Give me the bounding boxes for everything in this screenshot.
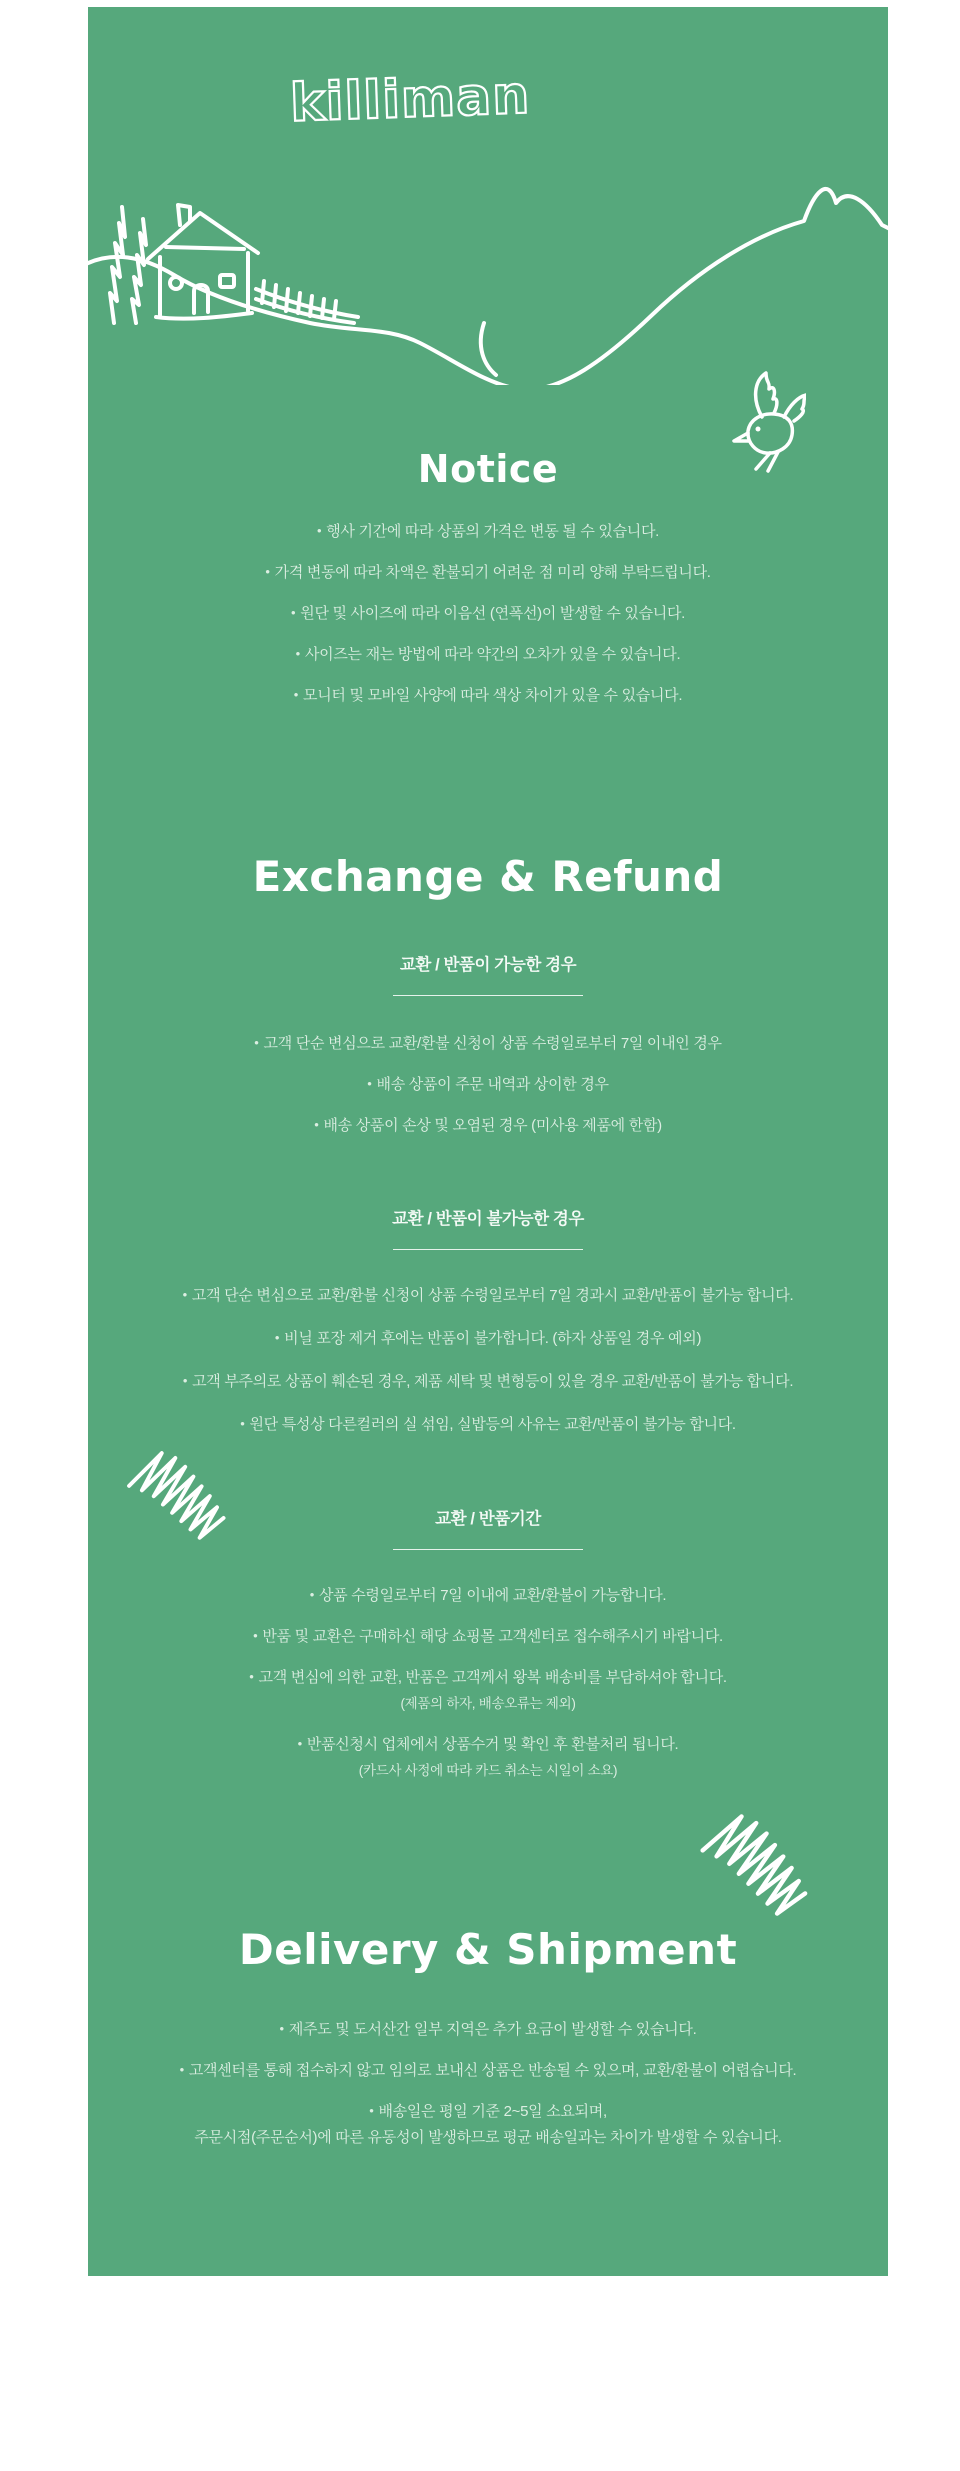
- list-item: • 원단 특성상 다른컬러의 실 섞임, 실밥등의 사유는 교환/반품이 불가능 합니다.: [240, 1416, 736, 1433]
- bullet-marker: •: [295, 646, 300, 661]
- list-item: • 반품신청시 업체에서 상품수거 및 확인 후 환불처리 됩니다.: [297, 1736, 679, 1753]
- bullet-marker: •: [279, 2021, 284, 2036]
- list-item-note: (제품의 하자, 배송오류는 제외): [400, 1696, 576, 1711]
- exchange-possible-list: [88, 1033, 888, 1156]
- exchange-impossible-list: [88, 1285, 888, 1457]
- subsection-heading-impossible: 교환 / 반품이 불가능한 경우: [392, 1210, 584, 1228]
- bullet-marker: •: [265, 564, 270, 579]
- list-item: • 고객 단순 변심으로 교환/환불 신청이 상품 수령일로부터 7일 이내인 경우: [254, 1035, 722, 1052]
- bullet-marker: •: [367, 1076, 372, 1091]
- notice-item: • 모니터 및 모바일 사양에 따라 색상 차이가 있을 수 있습니다.: [293, 687, 683, 704]
- list-item: • 배송 상품이 손상 및 오염된 경우 (미사용 제품에 한함): [314, 1117, 662, 1134]
- bullet-marker: •: [249, 1669, 254, 1684]
- bullet-marker: •: [309, 1587, 314, 1602]
- bullet-marker: •: [316, 523, 322, 538]
- list-item: • 반품 및 교환은 구매하신 해당 쇼핑몰 고객센터로 접수해주시기 바랍니다.: [253, 1628, 723, 1645]
- subsection-heading-period: 교환 / 반품기간: [435, 1510, 541, 1528]
- bullet-marker: •: [253, 1628, 258, 1643]
- list-item-continuation: 주문시점(주문순서)에 따른 유동성이 발생하므로 평균 배송일과는 차이가 발생할 수 있습니다.: [194, 2129, 782, 2146]
- notice-item: • 가격 변동에 따라 차액은 환불되기 어려운 점 미리 양해 부탁드립니다.: [265, 564, 711, 581]
- list-item: • 고객 단순 변심으로 교환/환불 신청이 상품 수령일로부터 7일 경과시 교환/반품이 불가능 합니다.: [182, 1287, 794, 1304]
- bullet-marker: •: [182, 1373, 188, 1388]
- bullet-marker: •: [290, 605, 296, 620]
- notice-panel: [88, 7, 888, 2276]
- bullet-marker: •: [293, 687, 298, 702]
- list-item: • 배송일은 평일 기준 2~5일 소요되며,: [369, 2103, 607, 2120]
- list-item: • 고객 부주의로 상품이 훼손된 경우, 제품 세탁 및 변형등이 있을 경우 교환/반품이 불가능 합니다.: [182, 1373, 794, 1390]
- grass-scribble-right-icon: [690, 1792, 844, 1937]
- exchange-period-list: [88, 1585, 888, 1801]
- list-item: • 상품 수령일로부터 7일 이내에 교환/환불이 가능합니다.: [309, 1587, 667, 1604]
- notice-title: Notice: [417, 447, 559, 491]
- bullet-marker: •: [240, 1416, 245, 1431]
- divider: [393, 1249, 583, 1250]
- delivery-list: [88, 2019, 888, 2168]
- list-item-note: (카드사 사정에 따라 카드 취소는 시일이 소요): [358, 1763, 618, 1778]
- brand-logo: killiman: [288, 65, 532, 134]
- notice-item: • 행사 기간에 따라 상품의 가격은 변동 될 수 있습니다.: [316, 523, 660, 540]
- bullet-marker: •: [179, 2062, 184, 2077]
- bullet-marker: •: [297, 1736, 302, 1751]
- bullet-marker: •: [314, 1117, 319, 1132]
- divider: [393, 995, 583, 996]
- list-item: • 비닐 포장 제거 후에는 반품이 불가합니다. (하자 상품일 경우 예외): [274, 1330, 702, 1347]
- notice-list: [88, 521, 888, 726]
- exchange-refund-title: Exchange & Refund: [252, 852, 724, 901]
- logo-row: [88, 65, 888, 134]
- list-item: • 제주도 및 도서산간 일부 지역은 추가 요금이 발생할 수 있습니다.: [279, 2021, 697, 2038]
- bullet-marker: •: [254, 1035, 259, 1050]
- list-item: • 고객 변심에 의한 교환, 반품은 고객께서 왕복 배송비를 부담하셔야 합니다.: [249, 1669, 727, 1686]
- divider: [393, 1549, 583, 1550]
- subsection-heading-possible: 교환 / 반품이 가능한 경우: [399, 956, 577, 974]
- list-item: • 고객센터를 통해 접수하지 않고 임의로 보내신 상품은 반송될 수 있으며, 교환/환불이 어렵습니다.: [179, 2062, 797, 2079]
- delivery-shipment-title: Delivery & Shipment: [238, 1925, 738, 1974]
- notice-item: • 원단 및 사이즈에 따라 이음선 (연폭선)이 발생할 수 있습니다.: [290, 605, 686, 622]
- notice-item: • 사이즈는 재는 방법에 따라 약간의 오차가 있을 수 있습니다.: [295, 646, 681, 663]
- bullet-marker: •: [369, 2103, 374, 2118]
- bullet-marker: •: [274, 1330, 280, 1345]
- bullet-marker: •: [182, 1287, 187, 1302]
- list-item: • 배송 상품이 주문 내역과 상이한 경우: [367, 1076, 609, 1093]
